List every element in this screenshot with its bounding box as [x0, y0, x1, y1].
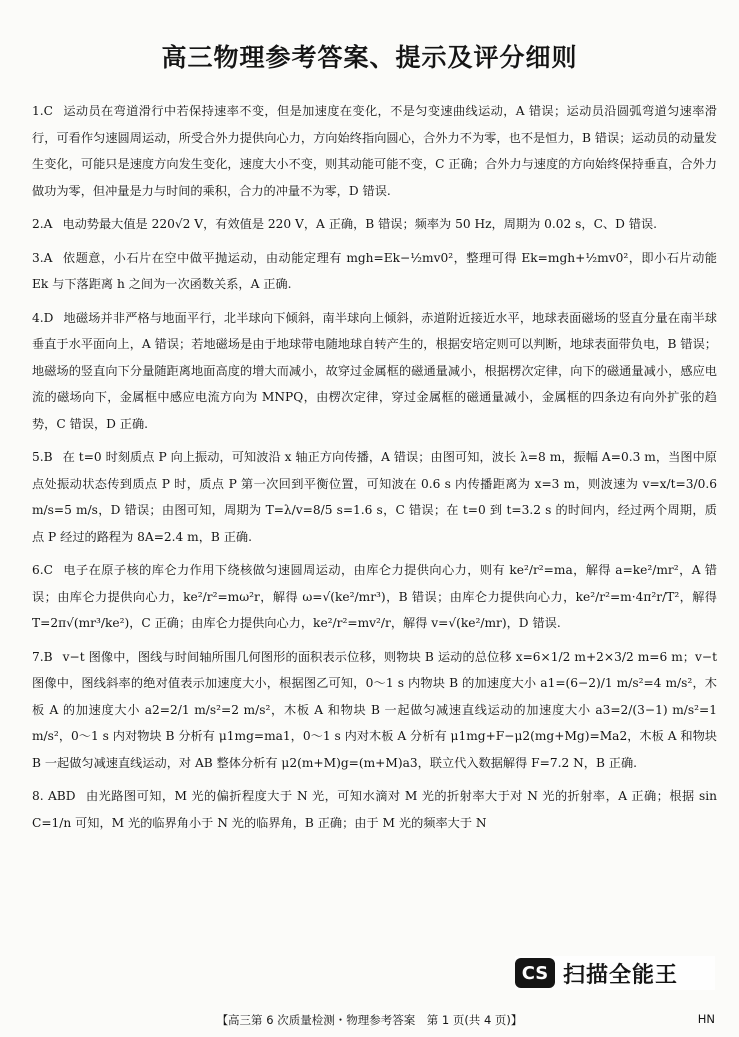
answer-text: 运动员在弯道滑行中若保持速率不变，但是加速度在变化，不是匀变速曲线运动，A 错误；运动员沿圆弧弯道匀速率滑行，可看作匀速圆周运动，所受合外力提供向心力，方向始终指向圆心，合外力不为零，也不是恒力，B 错误；运动员的动量发生变化，可能只是速度方向发生变化，速度大小不变，则其动能可能不变，C 正确；合外力与速度的方向始终保持垂直，合外力做功为零，但冲量是力与时间的乘积，合力的冲量不为零，D 错误. [32, 104, 717, 198]
answer-item [32, 211, 717, 238]
answer-text: 地磁场并非严格与地面平行，北半球向下倾斜，南半球向上倾斜，赤道附近接近水平，地球表面磁场的竖直分量在南半球垂直于水平面向上，A 错误；若地磁场是由于地球带电随地球自转产生的，根据安培定则可以判断，地球表面带负电，B 错误；地磁场的竖直向下分量随距离地面高度的增大而减小，故穿过金属框的磁通量减小，根据楞次定律，向下的磁通量减小，感应电流的磁场向下，金属框中感应电流方向为 MNPQ，由楞次定律，穿过金属框的磁通量减小，金属框的四条边有向外扩张的趋势，C 错误，D 正确. [32, 310, 717, 431]
answer-item [32, 783, 717, 836]
answer-text: 由光路图可知，M 光的偏折程度大于 N 光，可知水滴对 M 光的折射率大于对 N 光的折射率，A 正确；根据 sin C=1/n 可知，M 光的临界角小于 N 光的临界角，B 正确；由于 M 光的频率大于 N [32, 789, 717, 830]
answer-item [32, 305, 717, 438]
watermark-text: 扫描全能王 [563, 962, 679, 988]
answer-text: 依题意，小石片在空中做平抛运动，由动能定理有 mgh=Ek−½mv0²，整理可得 Ek=mgh+½mv0²，即小石片动能 Ek 与下落距离 h 之间为一次函数关系，A 正确. [32, 250, 717, 291]
answer-item [32, 644, 717, 777]
answer-item [32, 245, 717, 298]
answer-number: 1.C [32, 104, 53, 118]
camscanner-logo-icon: CS [515, 958, 555, 988]
footer-region-code: HN [697, 1012, 715, 1026]
answer-list [32, 98, 717, 843]
page-footer: 【高三第 6 次质量检测・物理参考答案 第 1 页(共 4 页)】 [216, 1013, 523, 1027]
answer-number: 5.B [32, 450, 53, 464]
answer-item [32, 98, 717, 204]
answer-item [32, 444, 717, 550]
answer-text: 电子在原子核的库仑力作用下绕核做匀速圆周运动，由库仑力提供向心力，则有 ke²/r²=ma，解得 a=ke²/mr²，A 错误；由库仑力提供向心力，ke²/r²=mω²r，解得 ω=√(ke²/mr³)，B 错误；由库仑力提供向心力，ke²/r²=m·4π²r/T²，解得 T=2π√(mr³/ke²)，C 正确；由库仑力提供向心力，ke²/r²=mv²/r，解得 v=√(ke²/mr)，D 错误. [32, 563, 717, 630]
scanner-watermark [515, 956, 715, 990]
answer-number: 3.A [32, 250, 53, 265]
answer-text: 在 t=0 时刻质点 P 向上振动，可知波沿 x 轴正方向传播，A 错误；由图可知，波长 λ=8 m，振幅 A=0.3 m，当图中原点处振动状态传到质点 P 时，质点 P 第一次回到平衡位置，可知波在 0.6 s 内传播距离为 x=3 m，则波速为 v=x/t=3/0.6 m/s=5 m/s，D 错误；由图可知，周期为 T=λ/v=8/5 s=1.6 s，C 错误；在 t=0 到 t=3.2 s 的时间内，经过两个周期，质点 P 经过的路程为 8A=2.4 m，B 正确. [32, 450, 717, 544]
answer-item [32, 557, 717, 637]
answer-text: 电动势最大值是 220√2 V，有效值是 220 V，A 正确，B 错误；频率为 50 Hz，周期为 0.02 s，C、D 错误. [62, 217, 658, 231]
answer-number: 2.A [32, 217, 53, 231]
answer-number: 6.C [32, 563, 53, 577]
page-title: 高三物理参考答案、提示及评分细则 [161, 43, 578, 72]
answer-number: 4.D [32, 310, 54, 325]
answer-number: 8. ABD [32, 789, 76, 803]
answer-number: 7.B [32, 649, 53, 664]
answer-text: v−t 图像中，图线与时间轴所围几何图形的面积表示位移，则物块 B 运动的总位移 x=6×1/2 m+2×3/2 m=6 m；v−t 图像中，图线斜率的绝对值表示加速度大小，根据图乙可知，0～1 s 内物块 B 的加速度大小 a1=(6−2)/1 m/s²=4 m/s²，木板 A 的加速度大小 a2=2/1 m/s²=2 m/s²，木板 A 和物块 B 一起做匀减速直线运动的加速度大小 a3=2/(3−1) m/s²=1 m/s²，0～1 s 内对物块 B 分析有 μ1mg=ma1，0～1 s 内对木板 A 分析有 μ1mg+F−μ2(mg+Mg)=Ma2，木板 A 和物块 B 一起做匀减速直线运动，对 AB 整体分析有 μ2(m+M)g=(m+M)a3，联立代入数据解得 F=7.2 N，B 正确. [32, 649, 717, 770]
